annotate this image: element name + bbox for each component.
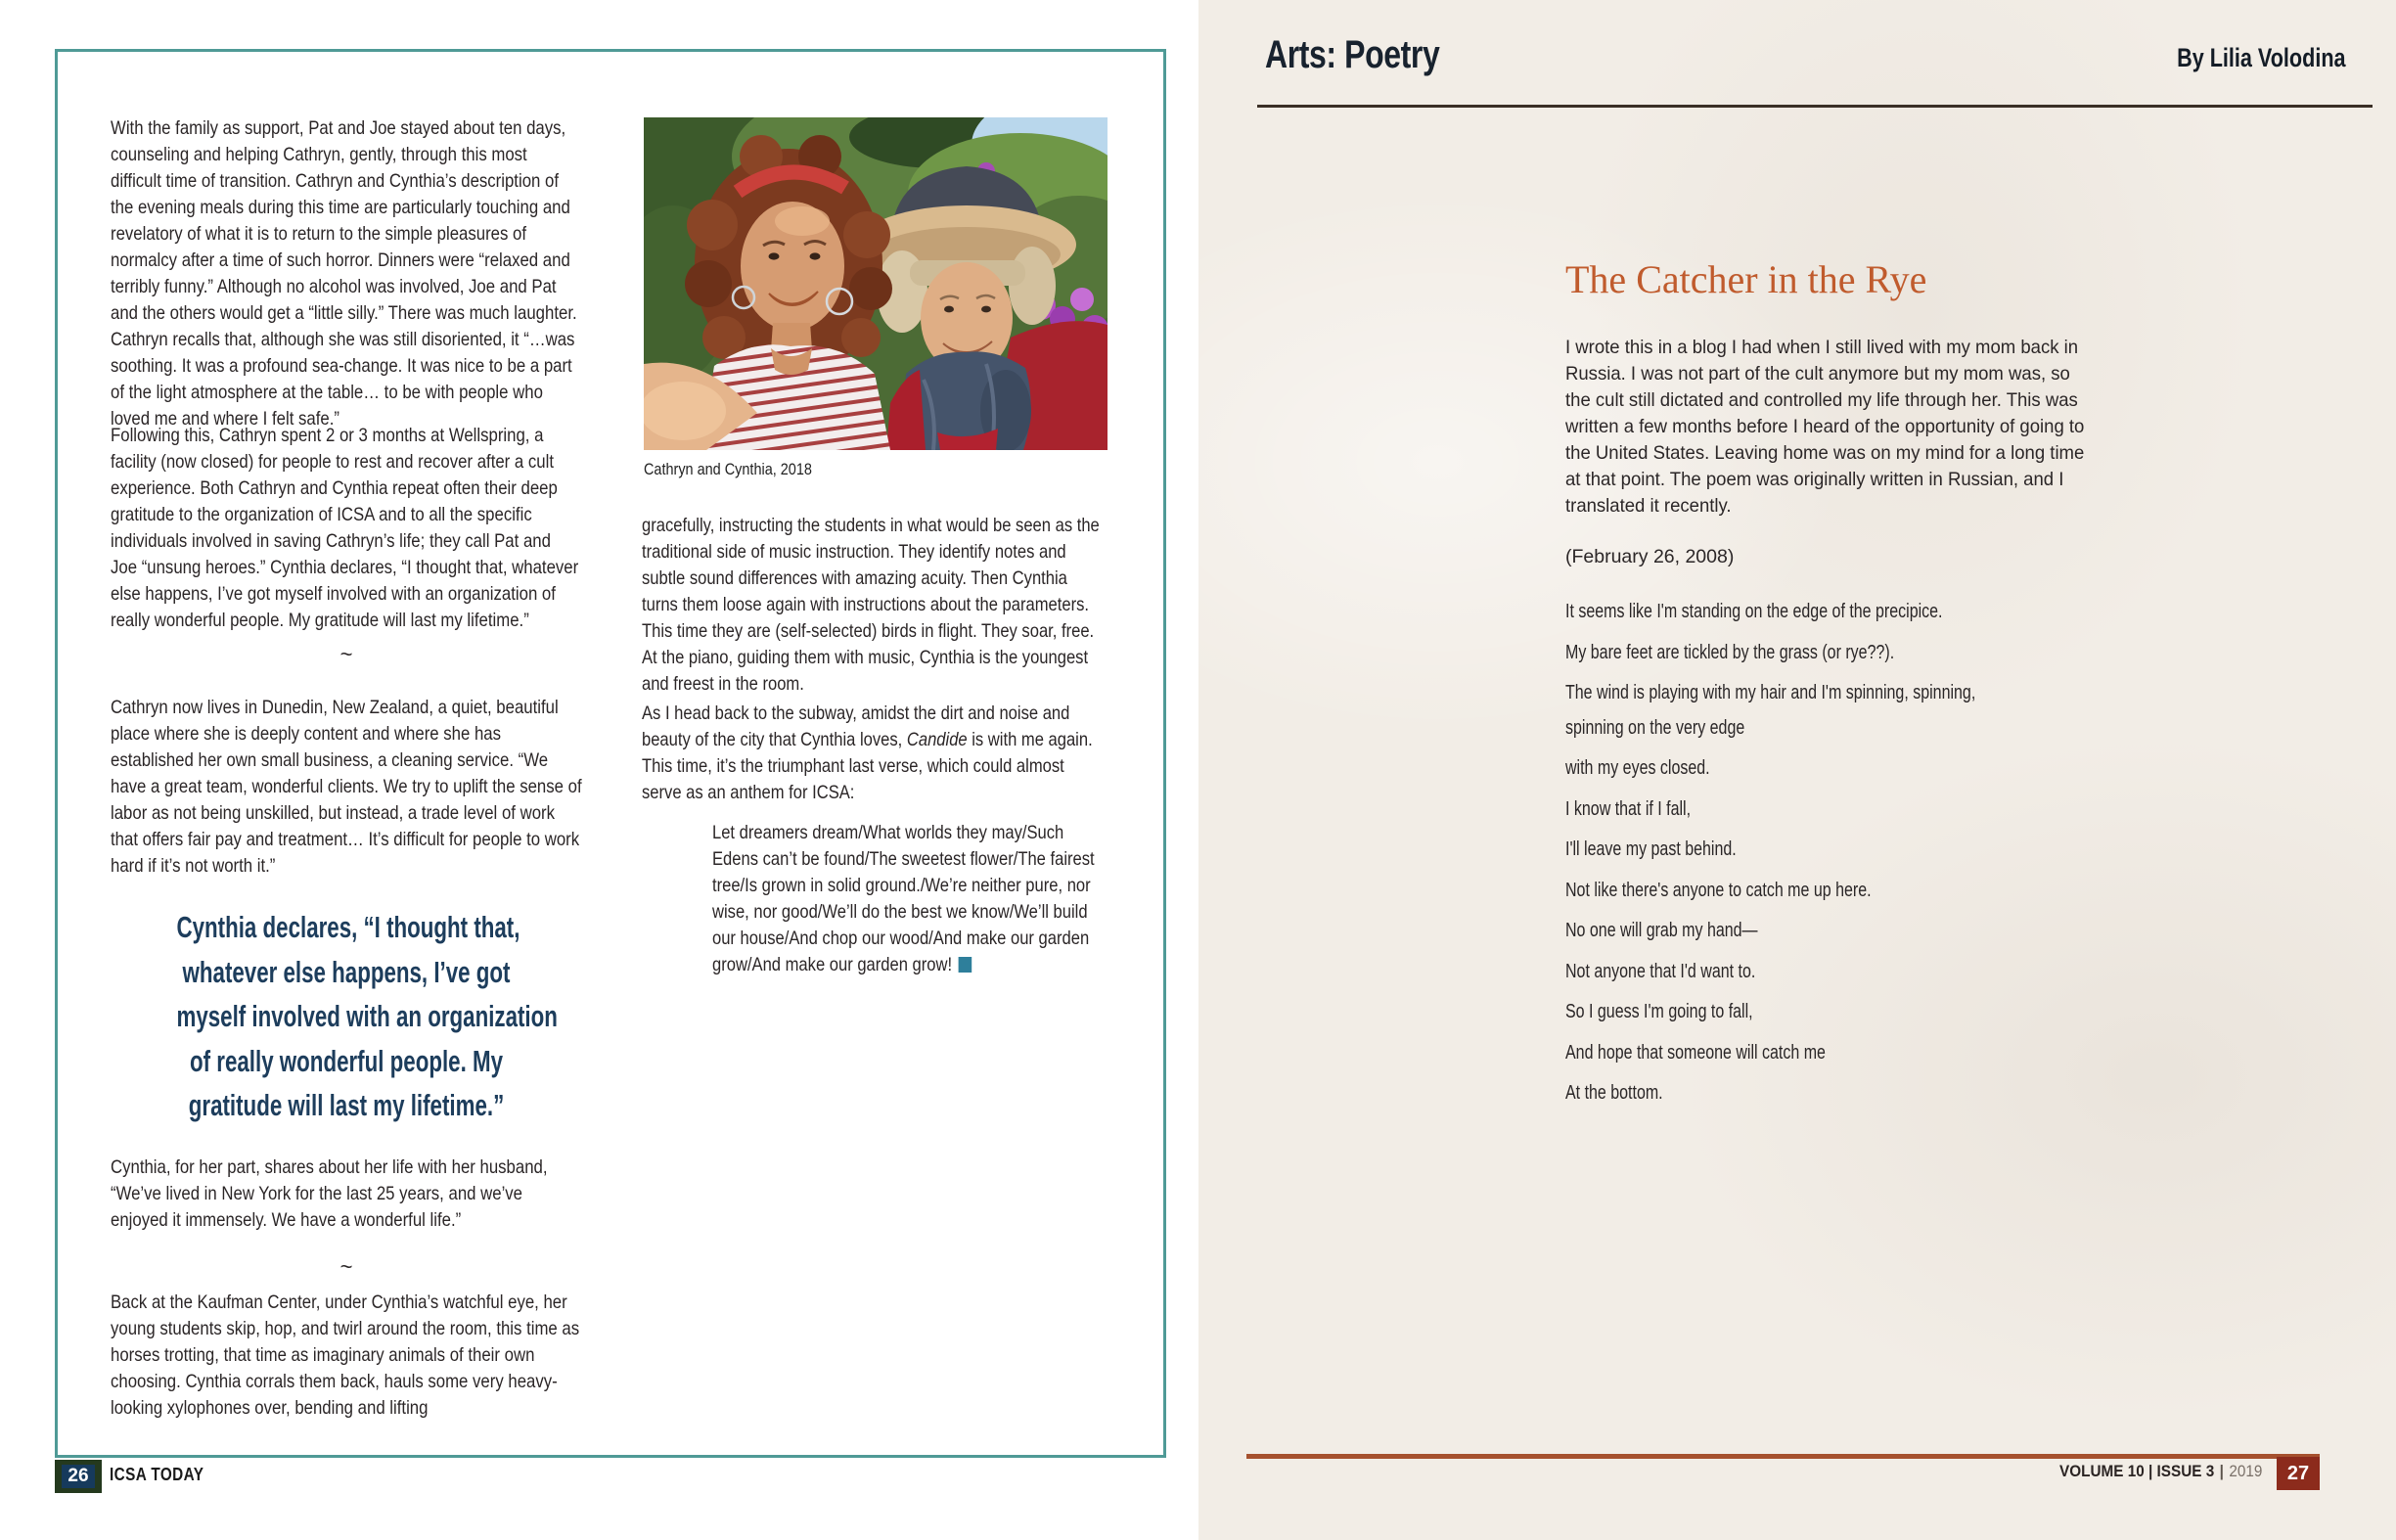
pull-quote-line: whatever else happens, I’ve got bbox=[182, 954, 511, 989]
pull-quote-line: of really wonderful people. My bbox=[190, 1043, 503, 1078]
volume-issue-label: VOLUME 10 | ISSUE 3 bbox=[2058, 1462, 2214, 1480]
paragraph-text: As I head back to the subway, amidst the dirt and noise and beauty of the city that Cynthia loves, bbox=[642, 702, 1070, 750]
poem-line: And hope that someone will catch me bbox=[1565, 1041, 1826, 1064]
poem-line: spinning on the very edge bbox=[1565, 716, 1745, 739]
page-number: 26 bbox=[62, 1465, 95, 1488]
paragraph-subway-candide bbox=[642, 701, 1108, 806]
poem-line: At the bottom. bbox=[1565, 1082, 1663, 1104]
photo-cathryn-cynthia bbox=[644, 117, 1108, 450]
poem-line: It seems like I'm standing on the edge of the precipice. bbox=[1565, 601, 1943, 622]
footer-brand: ICSA TODAY bbox=[110, 1465, 204, 1484]
poem-line: No one will grab my hand— bbox=[1565, 920, 1758, 941]
lyrics-block-quote bbox=[712, 820, 1104, 978]
paragraph-family-support: With the family as support, Pat and Joe stayed about ten days, counseling and helping Cathryn, gently, through this most difficult time of transition. Cathryn and Cynthia’s description of the evening meals during this time are particularly touching and revelatory of what it is to return to the simple pleasures of normalcy after a time of such horror. Dinners were “relaxed and terribly funny.” Although no alcohol was involved, Joe and Pat and the others would get a “little silly.” There was much laughter. Cathryn recalls that, although she was still disoriented, it “…was soothing. It was a profound sea-change. It was nice to be a part of the light atmosphere at the table… to be with people who loved me and where I felt safe.” bbox=[111, 117, 577, 430]
poem-line: My bare feet are tickled by the grass (or rye??). bbox=[1565, 641, 1895, 663]
lyrics-text: Let dreamers dream/What worlds they may/Such Edens can’t be found/The sweetest flower/The fairest tree/Is grown in solid ground./We’re neither pure, nor wise, nor good/We’ll do the best we know/We’ll build our house/And chop our wood/And make our garden grow/And make our garden grow! bbox=[712, 822, 1095, 975]
section-divider-tilde: ~ bbox=[339, 642, 353, 666]
page-number-box bbox=[55, 1460, 102, 1493]
paragraph-kaufman-center: Back at the Kaufman Center, under Cynthia’s watchful eye, her young students skip, hop, and twirl around the room, this time as horses trotting, that time as imaginary animals of their own choosing. Cynthia corrals them back, hauls some very heavy-looking xylophones over, bending and lifting bbox=[111, 1291, 580, 1419]
pull-quote bbox=[111, 905, 582, 1128]
paragraph-music-instruction: gracefully, instructing the students in what would be seen as the traditional side of music instruction. They identify notes and subtle sound differences with amazing acuity. Then Cynthia turns them loose again with instructions about the parameters. This time they are (self-selected) birds in flight. They soar, free. At the piano, guiding them with music, Cynthia is the youngest and freest in the room. bbox=[642, 515, 1100, 695]
paragraph-cynthia-husband: Cynthia, for her part, shares about her life with her husband, “We’ve lived in New York for the last 25 years, and we’ve enjoyed it immensely. We have a wonderful life.” bbox=[111, 1156, 548, 1231]
poem-body bbox=[1565, 599, 2250, 1121]
page-number-box: 27 bbox=[2277, 1457, 2320, 1490]
candide-title: Candide bbox=[906, 729, 968, 750]
poem-line: Not like there's anyone to catch me up here. bbox=[1565, 879, 1872, 901]
photo-caption: Cathryn and Cynthia, 2018 bbox=[644, 460, 812, 478]
photo-illustration bbox=[644, 117, 1108, 450]
section-divider-tilde: ~ bbox=[339, 1254, 353, 1279]
page-27 bbox=[1198, 0, 2396, 1540]
header-rule bbox=[1257, 105, 2373, 108]
footer-separator: | bbox=[2219, 1462, 2224, 1480]
end-of-article-marker-icon bbox=[959, 957, 972, 973]
poem-date: (February 26, 2008) bbox=[1565, 546, 1735, 567]
poem-line: The wind is playing with my hair and I'm spinning, spinning, bbox=[1565, 682, 1976, 703]
footer-volume-issue bbox=[2059, 1462, 2262, 1481]
poem-line: So I guess I'm going to fall, bbox=[1565, 1001, 1753, 1022]
poem-line: Not anyone that I'd want to. bbox=[1565, 960, 1756, 982]
paragraph-wellspring: Following this, Cathryn spent 2 or 3 months at Wellspring, a facility (now closed) for people to rest and recover after a cult experience. Both Cathryn and Cynthia repeat often their deep gratitude to the organization of ICSA and to all the specific individuals involved in saving Cathryn’s life; they call Pat and Joe “unsung heroes.” Cynthia declares, “I thought that, whatever else happens, I’ve got myself involved with an organization of really wonderful people. My gratitude will last my lifetime.” bbox=[111, 425, 579, 631]
poem-line: with my eyes closed. bbox=[1565, 757, 1710, 779]
poem-line: I'll leave my past behind. bbox=[1565, 838, 1737, 860]
paragraph-text: is with me again. This time, it’s the triumphant last verse, which could almost serve as an anthem for ICSA: bbox=[642, 729, 1093, 803]
poem-introduction: I wrote this in a blog I had when I still lived with my mom back in Russia. I was not part of the cult anymore but my mom was, so the cult still dictated and controlled my life through her. This was written a few months before I heard of the opportunity of going to the United States. Leaving home was on my mind for a long time at that point. The poem was originally written in Russian, and I translated it recently. bbox=[1565, 337, 2085, 517]
byline: By Lilia Volodina bbox=[2177, 43, 2346, 72]
pull-quote-line: gratitude will last my lifetime.” bbox=[188, 1088, 505, 1122]
paragraph-dunedin: Cathryn now lives in Dunedin, New Zealand, a quiet, beautiful place where she is deeply content and where she has established her own small business, a cleaning service. “We have a great team, wonderful clients. We try to uplift the sense of labor as not being unskilled, but instead, a trade level of work that offers fair pay and treatment… It’s difficult for people to work hard if it’s not worth it.” bbox=[111, 697, 582, 877]
section-title: Arts: Poetry bbox=[1265, 33, 1440, 76]
footer-rule bbox=[1246, 1454, 2320, 1459]
pull-quote-line: Cynthia declares, “I thought that, bbox=[176, 910, 520, 944]
poem-title: The Catcher in the Rye bbox=[1565, 257, 1927, 301]
footer-year: 2019 bbox=[2228, 1462, 2262, 1480]
pull-quote-line: myself involved with an organization bbox=[176, 999, 558, 1033]
poem-line: I know that if I fall, bbox=[1565, 797, 1692, 820]
